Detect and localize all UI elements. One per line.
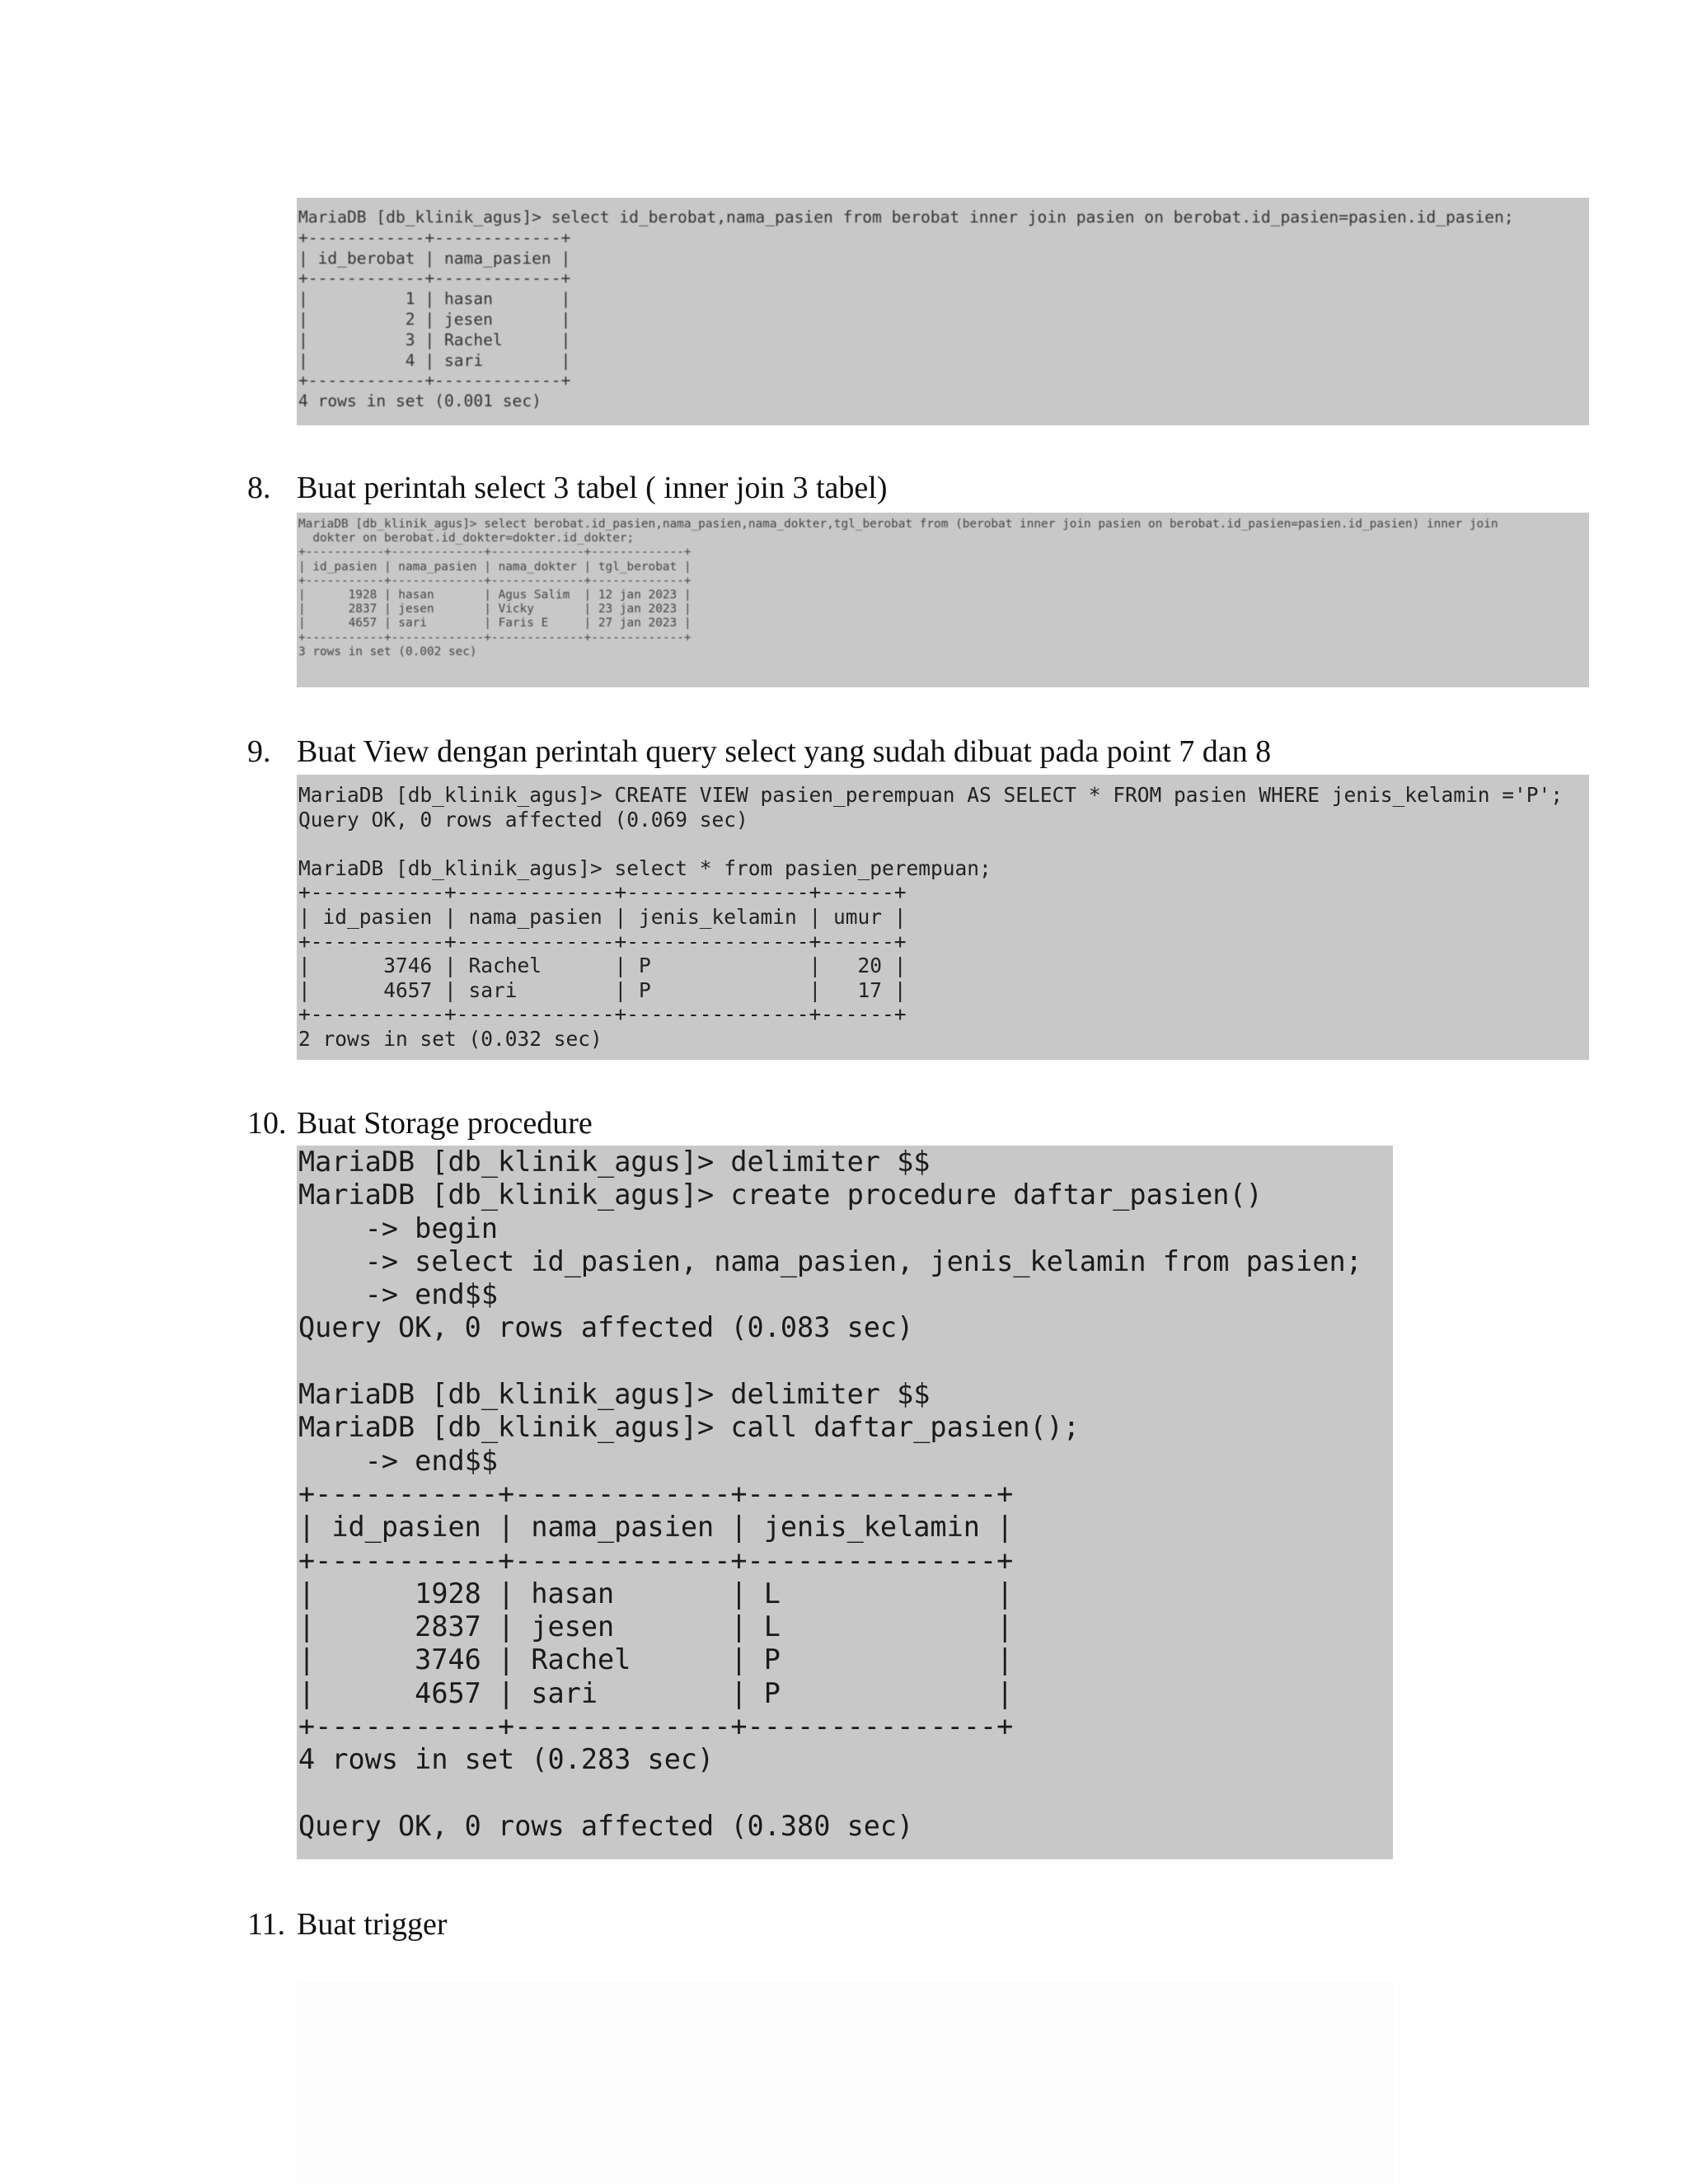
section-heading-10 [247, 1105, 593, 1141]
console-screenshot-create-view [297, 775, 1589, 1060]
console-output: MariaDB [db_klinik_agus]> CREATE VIEW pasien_perempuan AS SELECT * FROM pasien WHERE jenis_kelamin ='P'; Query OK, 0 rows affected (0.069 sec) MariaDB [db_klinik_agus]> select * from pasien_perempuan; +-----------+-------------+---------------+------+ | id_pasien | nama_pasien | jenis_kelamin | umur | +-----------+-------------+---------------+------+ | 3746 | Rachel | P | 20 | | 4657 | sari | P | 17 | +-----------+-------------+---------------+------+ 2 rows in set (0.032 sec) [298, 783, 1564, 1051]
console-screenshot-inner-join-2-tables [297, 198, 1589, 425]
section-number: 10. [247, 1106, 287, 1141]
section-title: Buat trigger [297, 1907, 448, 1942]
section-number: 9. [247, 734, 271, 769]
section-heading-11 [247, 1906, 448, 1943]
section-number: 8. [247, 471, 271, 505]
section-heading-9 [247, 733, 1271, 770]
section-number: 11. [247, 1907, 286, 1942]
console-screenshot-stored-procedure [297, 1146, 1393, 1859]
section-heading-8 [247, 470, 887, 506]
console-output: MariaDB [db_klinik_agus]> select berobat.id_pasien,nama_pasien,nama_dokter,tgl_berobat from (berobat inner join pasien on berobat.id_pasien=pasien.id_pasien) inner join dokter on berobat.id_dokter=dokter.id_dokter; +-----------+-------------+-------------+-------------+ | id_pasien | nama_pasien | nama_dokter | tgl_berobat | +-----------+-------------+-------------+-------------+ | 1928 | hasan | Agus Salim | 12 jan 2023 | | 2837 | jesen | Vicky | 23 jan 2023 | | 4657 | sari | Faris E | 27 jan 2023 | +-----------+-------------+-------------+-------------+ 3 rows in set (0.002 sec) [298, 518, 1498, 658]
console-screenshot-inner-join-3-tables [297, 513, 1589, 687]
console-output: MariaDB [db_klinik_agus]> delimiter $$ MariaDB [db_klinik_agus]> create procedure daftar_pasien() -> begin -> select id_pasien, nama_pasien, jenis_kelamin from pasien; -> end$$ Query OK, 0 rows affected (0.083 sec) MariaDB [db_klinik_agus]> delimiter $$ MariaDB [db_klinik_agus]> call daftar_pasien(); -> end$$ +-----------+-------------+---------------+ | id_pasien | nama_pasien | jenis_kelamin | +-----------+-------------+---------------+ | 1928 | hasan | L | | 2837 | jesen | L | | 3746 | Rachel | P | | 4657 | sari | P | +-----------+-------------+---------------+ 4 rows in set (0.283 sec) Query OK, 0 rows affected (0.380 sec) [298, 1146, 1362, 1842]
section-title: Buat View dengan perintah query select yang sudah dibuat pada point 7 dan 8 [297, 734, 1272, 769]
blank-screenshot-area [297, 1982, 1393, 2184]
section-title: Buat Storage procedure [297, 1106, 593, 1141]
console-output: MariaDB [db_klinik_agus]> select id_berobat,nama_pasien from berobat inner join pasien on berobat.id_pasien=pasien.id_pasien; +------------+-------------+ | id_berobat | nama_pasien | +------------+-------------+ | 1 | hasan | | 2 | jesen | | 3 | Rachel | | 4 | sari | +------------+-------------+ 4 rows in set (0.001 sec) [298, 208, 1514, 411]
section-title: Buat perintah select 3 tabel ( inner join 3 tabel) [297, 471, 888, 505]
